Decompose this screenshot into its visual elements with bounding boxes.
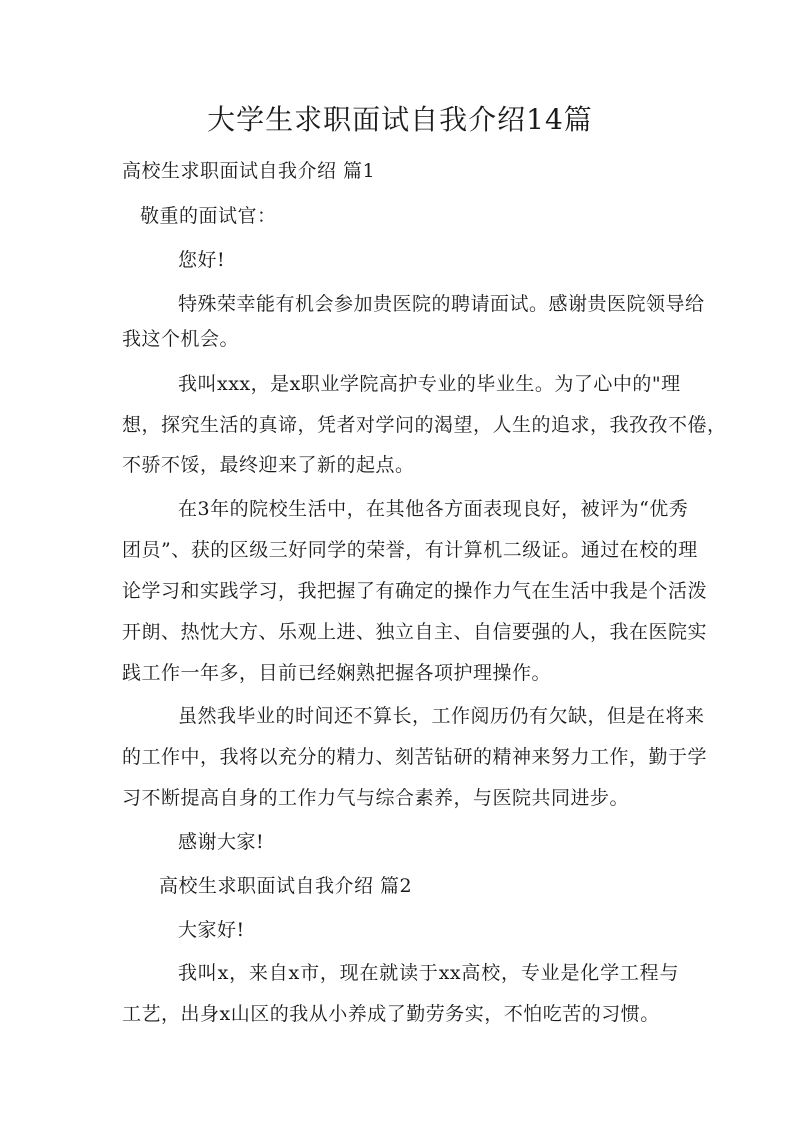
paragraph-line: 践工作一年多，目前已经娴熟把握各项护理操作。 bbox=[122, 662, 552, 684]
greeting-hello: 您好! bbox=[178, 249, 226, 271]
document-title: 大学生求职面试自我介绍14篇 bbox=[207, 103, 593, 136]
paragraph-line: 开朗、热忱大方、乐观上进、独立自主、自信要强的人，我在医院实 bbox=[122, 621, 708, 643]
paragraph-line: 工艺，出身x山区的我从小养成了勤劳务实，不怕吃苦的习惯。 bbox=[122, 1003, 660, 1025]
greeting-hello: 大家好! bbox=[178, 919, 245, 941]
paragraph-line: 不骄不馁，最终迎来了新的起点。 bbox=[122, 454, 415, 476]
paragraph-line: 想，探究生活的真谛，凭者对学问的渴望，人生的追求，我孜孜不倦， bbox=[122, 414, 727, 436]
paragraph-line: 论学习和实践学习，我把握了有确定的操作力气在生活中我是个活泼 bbox=[122, 580, 708, 602]
paragraph-line: 习不断提高自身的工作力气与综合素养，与医院共同进步。 bbox=[122, 787, 630, 809]
paragraph-line: 特殊荣幸能有机会参加贵医院的聘请面试。感谢贵医院领导给 bbox=[178, 293, 705, 315]
paragraph-line: 虽然我毕业的时间还不算长，工作阅历仍有欠缺，但是在将来 bbox=[178, 705, 705, 727]
section-heading-2: 高校生求职面试自我介绍 篇2 bbox=[159, 875, 413, 897]
greeting-salutation: 敬重的面试官： bbox=[140, 205, 277, 227]
paragraph-line: 的工作中，我将以充分的精力、刻苦钻研的精神来努力工作，勤于学 bbox=[122, 746, 708, 768]
paragraph-line: 团员”、获的区级三好同学的荣誉，有计算机二级证。通过在校的理 bbox=[122, 539, 698, 561]
paragraph-line: 我叫x，来自x市，现在就读于xx高校，专业是化学工程与 bbox=[178, 962, 679, 984]
paragraph-line: 我这个机会。 bbox=[122, 328, 240, 350]
section-heading-1: 高校生求职面试自我介绍 篇1 bbox=[122, 160, 376, 182]
paragraph-line: 我叫xxx，是x职业学院高护专业的毕业生。为了心中的"理 bbox=[178, 373, 681, 395]
paragraph-line: 在3年的院校生活中，在其他各方面表现良好，被评为“优秀 bbox=[178, 498, 689, 520]
closing-thanks: 感谢大家! bbox=[178, 831, 265, 853]
